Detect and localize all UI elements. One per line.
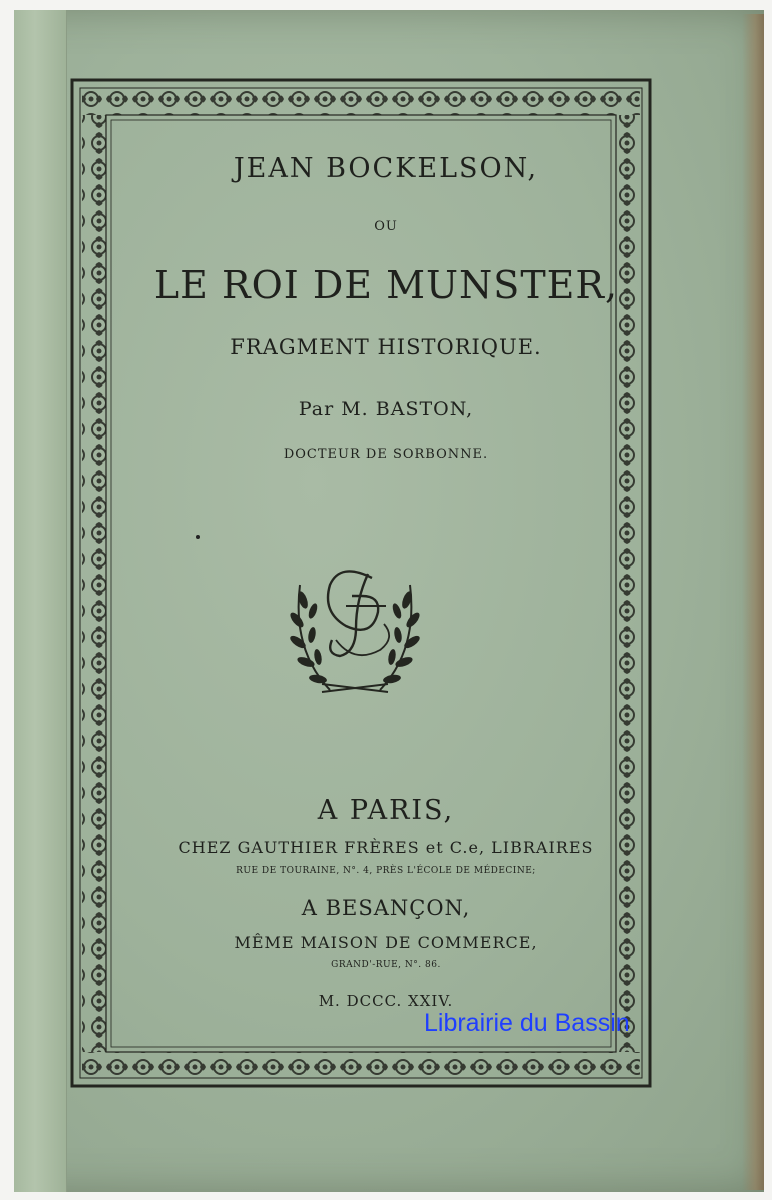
publication-date: M. DCCC. XXIV. (318, 992, 454, 1010)
subtitle: FRAGMENT HISTORIQUE. (230, 335, 542, 359)
title-connector: OU (374, 219, 398, 234)
imprint-city-paris: A PARIS, (317, 795, 455, 826)
author: Par M. BASTON, (298, 398, 474, 420)
author-role: DOCTEUR DE SORBONNE. (283, 447, 489, 462)
title-line-2: LE ROI DE MUNSTER, (153, 263, 619, 307)
imprint-city-besancon: A BESANÇON, (301, 896, 471, 920)
title-line-1: JEAN BOCKELSON, (233, 153, 539, 184)
bookseller-watermark: Librairie du Bassin (424, 1009, 630, 1037)
imprint-publisher-2: MÊME MAISON DE COMMERCE, (234, 933, 538, 952)
ink-speck (196, 535, 200, 539)
imprint-address-besancon: GRAND'-RUE, N°. 86. (331, 960, 441, 970)
gf-monogram-laurel-wreath-icon (288, 571, 422, 692)
imprint-publisher: CHEZ GAUTHIER FRÈRES et C.e, LIBRAIRES (178, 838, 594, 857)
imprint-address-paris: RUE DE TOURAINE, N°. 4, PRÈS L'ÉCOLE DE MÉDECINE; (236, 866, 536, 876)
